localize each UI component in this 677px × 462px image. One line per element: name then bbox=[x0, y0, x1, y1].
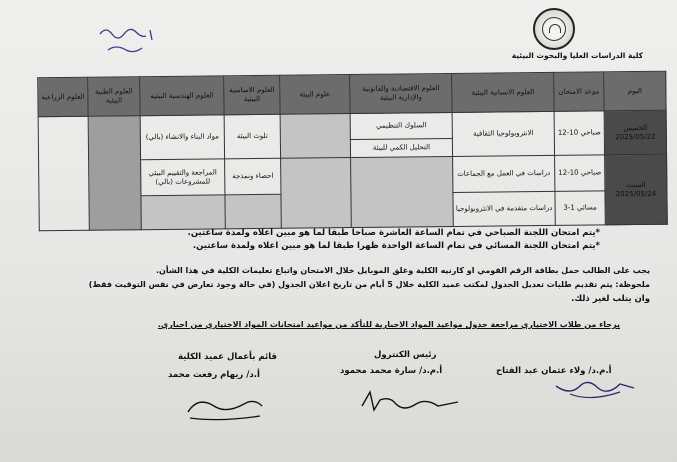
column-header: العلوم الاقتصادية والقانونية والإدارية البيئية bbox=[350, 73, 452, 113]
table-cell bbox=[281, 158, 352, 229]
faculty-name: كلية الدراسات العليا والبحوث البيئية bbox=[511, 51, 643, 60]
column-header: العلوم الانسانية البيئية bbox=[452, 72, 554, 112]
note-other: وان يتلب لغير ذلك. bbox=[571, 294, 650, 304]
signer-signature-icon bbox=[550, 372, 640, 408]
table-cell: السلوك التنظيمي bbox=[350, 112, 452, 139]
dean-title: قائم بأعمال عميد الكلية bbox=[178, 352, 277, 362]
note-modification: ملحوظة: يتم تقديم طلبات تعديل الجدول لمكتب عميد الكلية خلال 5 أيام من تاريخ اعلان الجدول (في حالة وجود تعارض في نفس التوقيت فقط) bbox=[88, 280, 650, 289]
day-cell: الخميس 2025/05/22 bbox=[604, 110, 666, 155]
column-header: العلوم الطبية البيئية bbox=[88, 77, 140, 117]
column-header: علوم البيئة bbox=[280, 75, 350, 115]
column-header: موعد الامتحان bbox=[554, 72, 604, 112]
table-cell: دراسات في العمل مع الجماعات bbox=[453, 155, 555, 192]
time-cell: صباحي 10-12 bbox=[555, 155, 605, 192]
table-cell: الانثروبولوجيا الثقافية bbox=[452, 111, 554, 156]
time-cell: مسائي 1-3 bbox=[555, 191, 605, 226]
table-cell: المراجعة والتقييم البيئي للمشروعات (بالي) bbox=[141, 159, 225, 196]
note-evening: *يتم امتحان اللجنة المسائي في تمام الساعة الواحدة ظهرا طبقا لما هو مبين اعلاه ولمدة ساعتين. bbox=[192, 241, 600, 251]
table-cell: التحليل الكمي للبيئة bbox=[350, 138, 452, 157]
table-header-row bbox=[38, 71, 666, 117]
table-cell bbox=[38, 116, 89, 231]
table-cell bbox=[280, 114, 350, 159]
table-cell: مواد البناء والانشاء (بالي) bbox=[140, 115, 224, 160]
table-cell bbox=[141, 195, 225, 230]
note-elective: يرجاء من طلاب الاختياري مراجعة جدول مواعيد المواد الاجبارية للتأكد من مواعيد امتحانات المواد الاختياري من اجباري. bbox=[157, 320, 620, 329]
note-id-card: يجب على الطالب حمل بطاقة الرقم القومي او كارنيه الكلية وغلق الموبايل خلال الامتحان واتباع تعليمات الكلية في هذا الشأن. bbox=[155, 266, 650, 275]
table-cell bbox=[225, 194, 281, 229]
exam-schedule-table bbox=[37, 71, 668, 232]
column-header: اليوم bbox=[604, 71, 666, 111]
table-cell bbox=[351, 156, 454, 227]
column-header: العلوم الهندسية البيئية bbox=[140, 76, 224, 116]
table-cell bbox=[88, 116, 141, 231]
time-cell: صباحي 10-12 bbox=[554, 111, 604, 156]
column-header: العلوم الزراعية bbox=[38, 77, 88, 117]
university-logo-icon bbox=[533, 8, 575, 50]
table-cell: احصاء ونمذجة bbox=[225, 158, 281, 195]
table-cell: تلوث البيئة bbox=[224, 114, 280, 159]
day-cell: السبت 2025/05/24 bbox=[605, 154, 668, 225]
handwritten-note-icon bbox=[90, 22, 170, 62]
dean-name: أ.د/ ريهام رفعت محمد bbox=[168, 370, 260, 380]
table-cell: دراسات متقدمة في الانثروبولوجيا bbox=[453, 191, 555, 226]
table-row bbox=[38, 110, 666, 143]
column-header: العلوم الاساسية البيئية bbox=[224, 75, 280, 115]
control-head-signature-icon bbox=[356, 382, 466, 418]
control-head-title: رئيس الكنترول bbox=[374, 350, 437, 360]
note-morning: *يتم امتحان اللجنة الصباحي في تمام الساعة العاشرة صباحا طبقا لما هو مبين اعلاه ولمدة ساعتين. bbox=[187, 228, 600, 238]
signer-left-name: أ.م.د/ ولاء عثمان عبد الفتاح bbox=[496, 366, 612, 376]
control-head-name: أ.م.د/ سارة محمد محمود bbox=[340, 366, 443, 376]
dean-signature-icon bbox=[180, 388, 270, 428]
